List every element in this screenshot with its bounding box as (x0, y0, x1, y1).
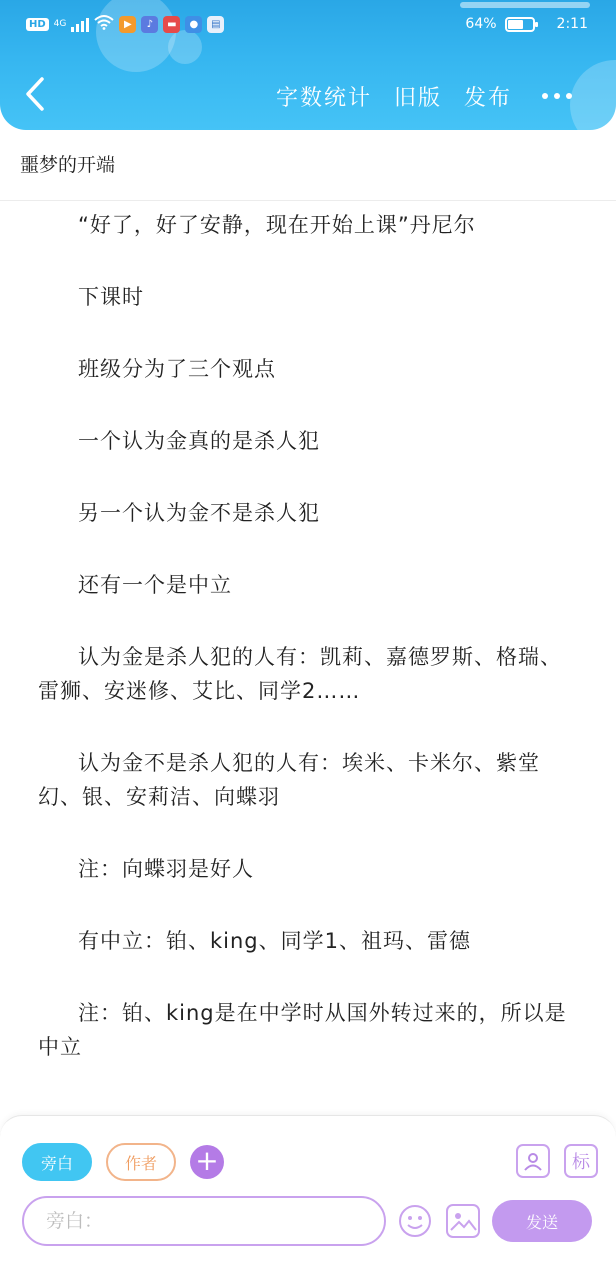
word-count-button[interactable]: 字数统计 (275, 85, 372, 111)
send-button[interactable]: 发送 (492, 1200, 592, 1242)
image-icon[interactable] (446, 1204, 480, 1238)
network-type: 4G (53, 19, 67, 29)
composer-panel (0, 1115, 616, 1280)
battery-percent: 64% (465, 16, 497, 32)
old-version-button[interactable]: 旧版 (393, 85, 442, 111)
story-paragraph: “好了，好了安静，现在开始上课”丹尼尔 (78, 213, 476, 237)
role-selector (22, 1142, 224, 1182)
status-left (26, 12, 224, 36)
story-paragraph: 一个认为金真的是杀人犯 (78, 429, 320, 453)
person-card-icon[interactable] (516, 1144, 550, 1178)
story-paragraph: 认为金是杀人犯的人有：凯莉、嘉德罗斯、格瑞、雷狮、安迷修、艾比、同学2…… (38, 645, 562, 703)
more-icon[interactable] (542, 93, 572, 99)
nav-bar (0, 60, 616, 130)
messaging-app-icon: ▤ (207, 16, 224, 33)
wifi-icon (94, 14, 114, 34)
document-title[interactable]: 噩梦的开端 (20, 154, 116, 176)
tips-app-icon: ● (185, 16, 202, 33)
store-app-icon: ▬ (163, 16, 180, 33)
app-header (0, 0, 616, 130)
input-row (22, 1196, 598, 1246)
message-input[interactable] (44, 1209, 364, 1233)
music-app-icon: ♪ (141, 16, 158, 33)
back-button[interactable] (18, 74, 52, 114)
composer-tools (516, 1144, 598, 1178)
story-content[interactable] (38, 208, 578, 1102)
add-role-button[interactable]: + (190, 1145, 224, 1179)
story-paragraph: 有中立：铂、king、同学1、祖玛、雷德 (78, 929, 471, 953)
battery-icon (505, 17, 535, 32)
role-narrator-button[interactable]: 旁白 (22, 1143, 92, 1181)
nav-actions (276, 78, 572, 114)
story-paragraph: 还有一个是中立 (78, 573, 232, 597)
story-paragraph: 下课时 (78, 285, 144, 309)
status-bar (0, 0, 616, 48)
message-input-wrapper (22, 1196, 386, 1246)
clock: 2:11 (556, 16, 588, 32)
divider (0, 200, 616, 201)
role-author-button[interactable]: 作者 (106, 1143, 176, 1181)
hd-badge: HD (26, 18, 49, 31)
story-paragraph: 认为金不是杀人犯的人有：埃米、卡米尔、紫堂幻、银、安莉洁、向蝶羽 (38, 751, 540, 809)
status-right (465, 12, 588, 36)
story-paragraph: 班级分为了三个观点 (78, 357, 276, 381)
story-paragraph: 注：向蝶羽是好人 (78, 857, 254, 881)
story-paragraph: 另一个认为金不是杀人犯 (78, 501, 320, 525)
mark-button[interactable]: 标 (564, 1144, 598, 1178)
emoji-icon[interactable] (398, 1204, 432, 1238)
publish-button[interactable]: 发布 (463, 85, 512, 111)
battery-fill (508, 20, 523, 29)
video-app-icon: ▶ (119, 16, 136, 33)
chevron-left-icon (24, 76, 46, 112)
story-paragraph: 注：铂、king是在中学时从国外转过来的，所以是中立 (38, 1001, 567, 1059)
signal-icon (71, 16, 89, 32)
